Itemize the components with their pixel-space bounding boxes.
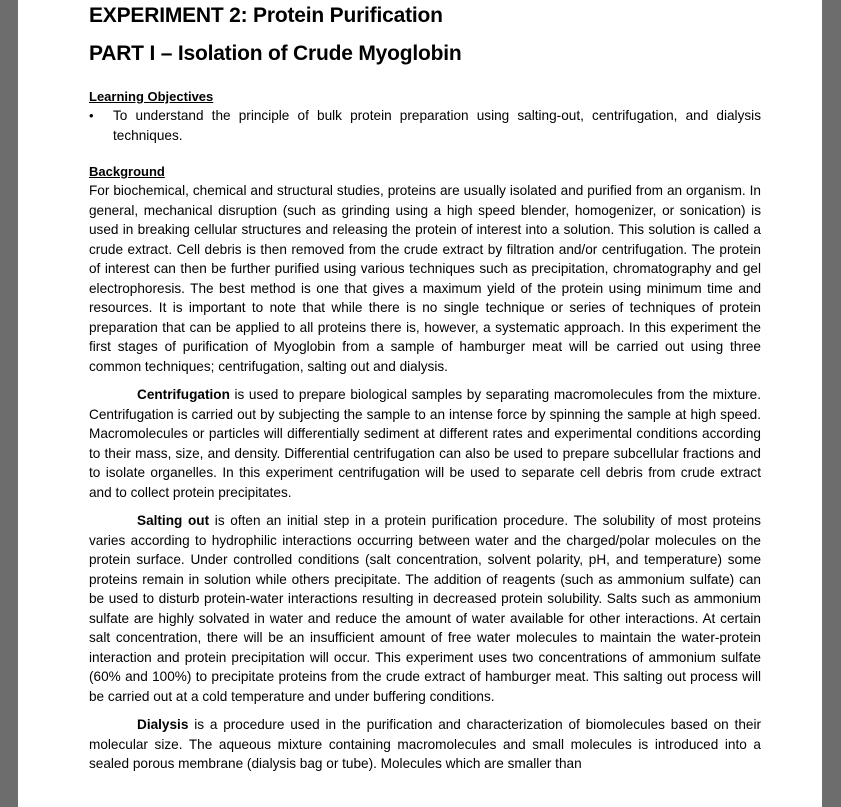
salting-out-text: is often an initial step in a protein purification procedure. The solubility of most proteins varies according to hydrophilic interactions occurring between water and the charged/polar molecules on the protein surface. Under controlled conditions (salt concentration, solvent polarity, pH, and temperature) some proteins remain in solution while others precipitate. The addition of reagents (such as ammonium sulfate) can be used to disturb protein-water interactions resulting in decreased protein solubility. Salts such as ammonium sulfate are highly solvated in water and reduce the amount of water available for other interactions. At certain salt concentration, there will be an insufficient amount of free water molecules to maintain the water-protein interaction and protein precipitation will occur. This experiment uses two concentrations of ammonium sulfate (60% and 100%) to precipitate proteins from the crude extract of hamburger meat. This salting out process will be carried out at a cold temperature and under buffering conditions.: [89, 513, 761, 704]
background-heading: Background: [89, 164, 165, 180]
learning-objective-text: To understand the principle of bulk protein preparation using salting-out, centrifugation, and dialysis techniques.: [113, 108, 761, 143]
term-centrifugation: Centrifugation: [137, 387, 230, 403]
dialysis-text: is a procedure used in the purification and characterization of biomolecules based on their molecular size. The aqueous mixture containing macromolecules and small molecules is introduced into a sealed porous membrane (dialysis bag or tube). Molecules which are smaller than: [89, 717, 761, 772]
term-dialysis: Dialysis: [137, 717, 189, 733]
background-paragraph-centrifugation: [89, 385, 761, 502]
experiment-title: EXPERIMENT 2: Protein Purification: [89, 4, 443, 27]
term-salting-out: Salting out: [137, 513, 210, 529]
background-paragraph-salting-out: [89, 511, 761, 706]
background-paragraph-intro: For biochemical, chemical and structural studies, proteins are usually isolated and purified from an organism. In general, mechanical disruption (such as grinding using a high speed blender, homogenizer, or sonication) is used in breaking cellular structures and releasing the protein of interest into a solution. This solution is called a crude extract. Cell debris is then removed from the crude extract by filtration and/or centrifugation. The protein of interest can then be further purified using various techniques such as precipitation, chromatography and gel electrophoresis. The best method is one that gives a maximum yield of the protein using minimum time and resources. It is important to note that while there is no single technique or series of techniques of protein preparation that can be applied to all proteins there is, however, a systematic approach. In this experiment the first stages of purification of Myoglobin from a sample of hamburger meat will be carried out using three common techniques; centrifugation, salting out and dialysis.: [89, 183, 761, 374]
bullet-icon: •: [89, 108, 94, 123]
centrifugation-text: is used to prepare biological samples by separating macromolecules from the mixture. Centrifugation is carried out by subjecting the sample to an intense force by spinning the sample at high speed. Macromolecules or particles will differentially sediment at different rates and experimental conditions according to their mass, size, and density. Differential centrifugation can also be used to prepare subcellular fractions and to isolate organelles. In this experiment centrifugation will be used to separate cell debris from crude extract and to collect protein precipitates.: [89, 387, 761, 500]
document-page: [18, 0, 822, 807]
part-title: PART I – Isolation of Crude Myoglobin: [89, 42, 462, 65]
document-content: [89, 0, 761, 774]
learning-objective-item: [89, 106, 761, 145]
background-paragraph-dialysis: [89, 715, 761, 774]
learning-objectives-heading: Learning Objectives: [89, 89, 214, 104]
learning-objectives-list: [89, 106, 761, 145]
